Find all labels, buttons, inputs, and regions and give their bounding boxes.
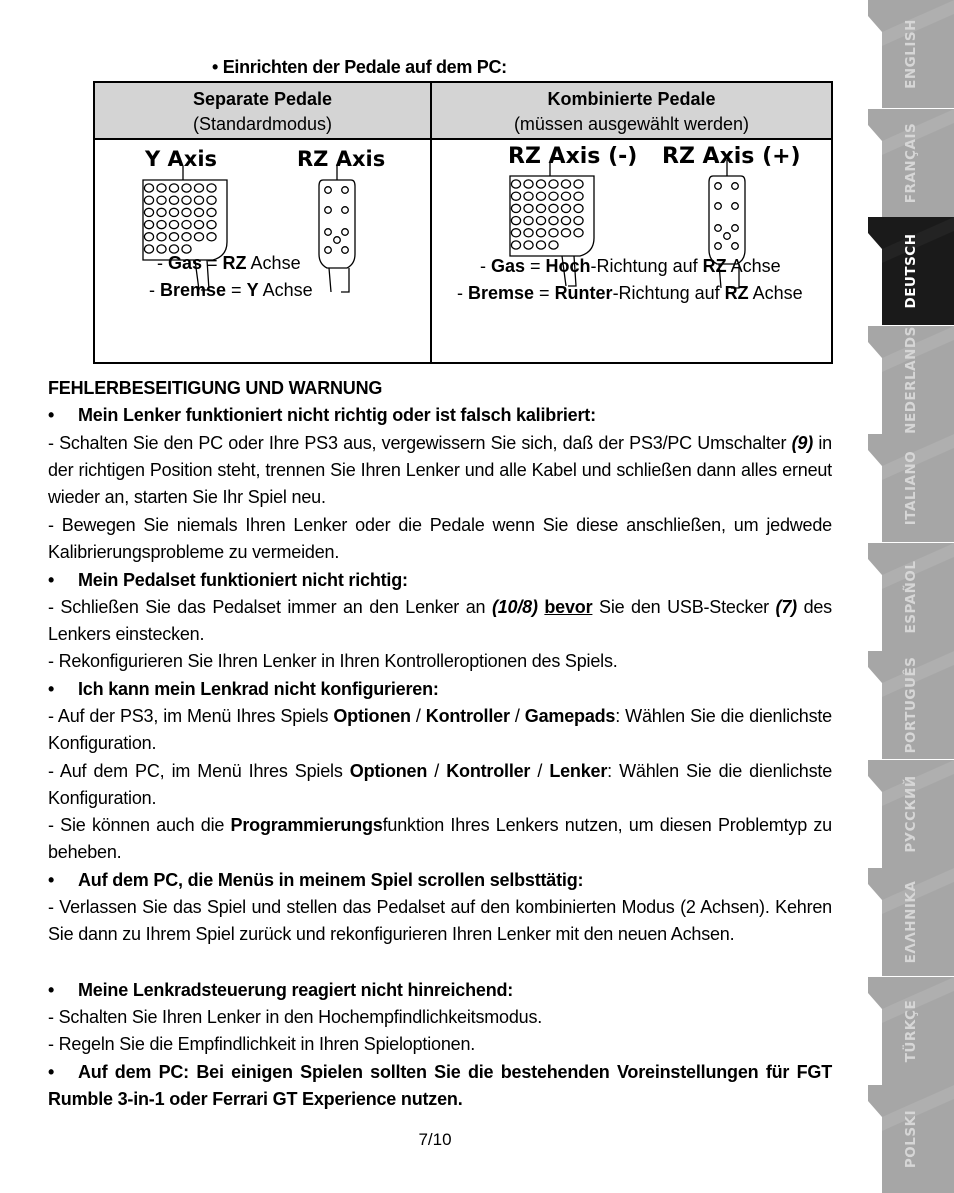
rz-axis-label-left: RZ Axis xyxy=(297,147,386,171)
header-separate-sub: (Standardmodus) xyxy=(192,114,333,134)
language-tab-3[interactable] xyxy=(868,326,954,434)
language-tab-5[interactable] xyxy=(868,543,954,651)
language-tab-label: ESPAÑOL xyxy=(903,560,919,633)
language-tab-label: NEDERLANDS xyxy=(903,325,919,434)
language-tab-8[interactable] xyxy=(868,868,954,976)
issue-3-heading: • Ich kann mein Lenkrad nicht konfigurieren: xyxy=(48,679,439,699)
section-title: FEHLERBESEITIGUNG UND WARNUNG xyxy=(48,378,383,398)
language-tab-label: POLSKI xyxy=(903,1109,919,1169)
issue-2-text-2: - Rekonfigurieren Sie Ihren Lenker in Ihren Kontrolleroptionen des Spiels. xyxy=(48,651,618,671)
right-caption-brake: - Bremse = Runter-Richtung auf RZ Achse xyxy=(457,283,803,303)
rz-axis-minus-label: RZ Axis (-) xyxy=(508,144,638,169)
page-number: 7/10 xyxy=(418,1130,452,1149)
left-caption-brake: - Bremse = Y Achse xyxy=(149,280,313,300)
issue-1-heading: • Mein Lenker funktioniert nicht richtig oder ist falsch kalibriert: xyxy=(48,405,596,425)
issue-2-heading: • Mein Pedalset funktioniert nicht richtig: xyxy=(48,570,408,590)
language-tab-label: PORTUGUÊS xyxy=(903,656,919,754)
language-tab-10[interactable] xyxy=(868,1085,954,1193)
issue-6-heading: • Auf dem PC: Bei einigen Spielen sollten Sie die bestehenden Voreinstellungen für FGT Rumble 3-in-1 oder Ferrari GT Experience nutzen. xyxy=(48,1062,832,1109)
issue-4-text-1: - Verlassen Sie das Spiel und stellen das Pedalset auf den kombinierten Modus (2 Achsen). Kehren Sie dann zu Ihrem Spiel zurück und rekonfigurieren Ihren Lenker mit den neuen Achsen. xyxy=(48,897,832,944)
issue-3-text-3: - Sie können auch die Programmierungsfunktion Ihres Lenkers nutzen, um diesen Problemtyp zu beheben. xyxy=(48,815,832,862)
pedal-mode-table xyxy=(93,81,833,364)
setup-heading: • Einrichten der Pedale auf dem PC: xyxy=(212,57,507,77)
issue-4-heading: • Auf dem PC, die Menüs in meinem Spiel scrollen selbsttätig: xyxy=(48,870,584,890)
header-combined-title: Kombinierte Pedale xyxy=(547,89,716,109)
right-caption-gas: - Gas = Hoch-Richtung auf RZ Achse xyxy=(480,256,781,276)
language-tab-bar xyxy=(868,0,954,1193)
header-combined-sub: (müssen ausgewählt werden) xyxy=(513,114,750,134)
issue-1-text-1: - Schalten Sie den PC oder Ihre PS3 aus, vergewissern Sie sich, daß der PS3/PC Umschalter (9) in der richtigen Position steht, trennen Sie Ihren Lenker und alle Kabel und schließen dann alles erneut wieder an, starten Sie Ihr Spiel neu. xyxy=(48,433,832,507)
language-tab-label: ΕΛΛΗΝΙΚΑ xyxy=(903,880,919,964)
issue-2-text-1: - Schließen Sie das Pedalset immer an den Lenker an (10/8) bevor Sie den USB-Stecker (7) des Lenkers einstecken. xyxy=(48,597,832,644)
rz-axis-plus-label: RZ Axis (+) xyxy=(662,144,801,169)
language-tab-label: DEUTSCH xyxy=(903,233,919,309)
language-tab-label: FRANÇAIS xyxy=(903,122,919,203)
language-tab-4[interactable] xyxy=(868,434,954,542)
issue-5-text-1: - Schalten Sie Ihren Lenker in den Hochempfindlichkeitsmodus. xyxy=(48,1007,543,1027)
issue-5-heading: • Meine Lenkradsteuerung reagiert nicht hinreichend: xyxy=(48,980,514,1000)
language-tab-2[interactable] xyxy=(868,217,954,325)
language-tab-label: TÜRKÇE xyxy=(903,999,919,1062)
issue-1-text-2: - Bewegen Sie niemals Ihren Lenker oder die Pedale wenn Sie diese anschließen, um jedwede Kalibrierungsprobleme zu vermeiden. xyxy=(48,515,832,562)
left-caption-gas: - Gas = RZ Achse xyxy=(157,253,301,273)
language-tab-label: ITALIANO xyxy=(903,450,919,526)
issue-3-text-1: - Auf der PS3, im Menü Ihres Spiels Optionen / Kontroller / Gamepads: Wählen Sie die dienlichste Konfiguration. xyxy=(48,706,832,753)
issue-5-text-2: - Regeln Sie die Empfindlichkeit in Ihren Spieloptionen. xyxy=(48,1034,476,1054)
language-tab-0[interactable] xyxy=(868,0,954,108)
language-tab-label: ENGLISH xyxy=(903,19,919,89)
y-axis-label: Y Axis xyxy=(145,147,218,171)
language-tab-1[interactable] xyxy=(868,109,954,217)
language-tab-7[interactable] xyxy=(868,760,954,868)
header-separate xyxy=(95,87,430,137)
header-separate-title: Separate Pedale xyxy=(192,89,333,109)
language-tab-6[interactable] xyxy=(868,651,954,759)
header-combined xyxy=(432,87,831,137)
language-tab-9[interactable] xyxy=(868,977,954,1085)
language-tab-label: РУССКИЙ xyxy=(903,774,919,853)
issue-3-text-2: - Auf dem PC, im Menü Ihres Spiels Optionen / Kontroller / Lenker: Wählen Sie die dienlichste Konfiguration. xyxy=(48,761,833,808)
